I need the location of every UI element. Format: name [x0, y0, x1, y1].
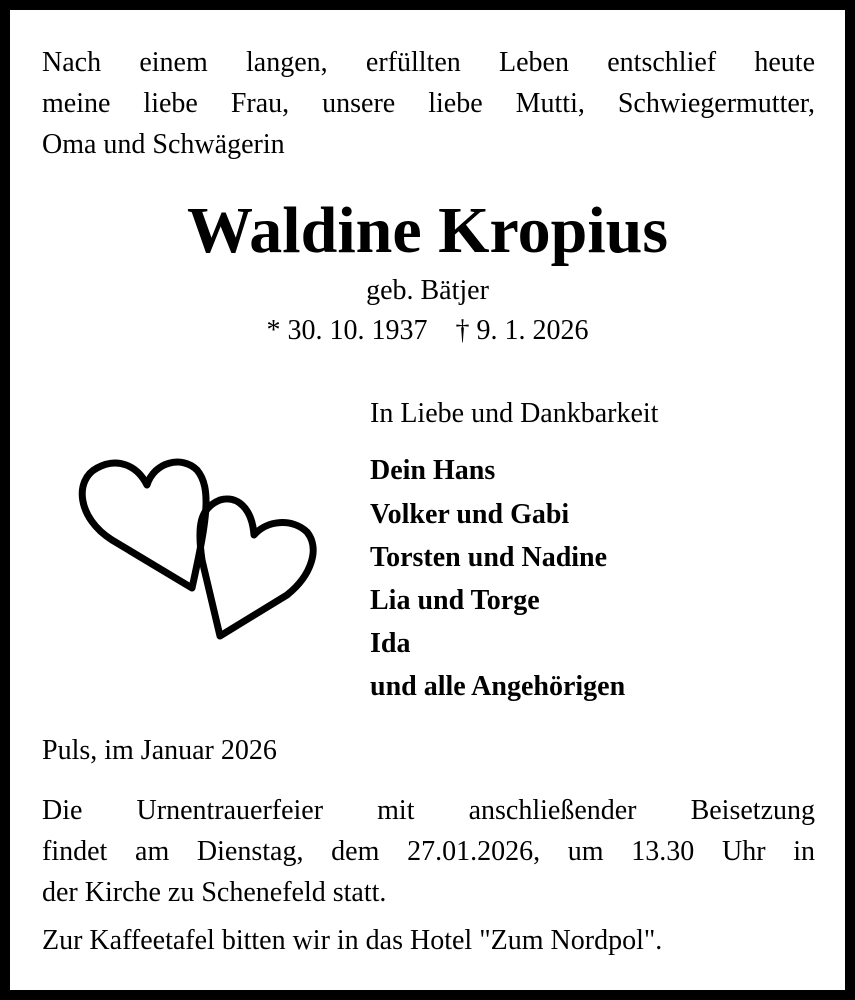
ceremony-line: findet am Dienstag, dem 27.01.2026, um 13.30 Uhr in [42, 836, 815, 867]
intro-line: Oma und Schwägerin [42, 129, 285, 160]
mourner: Ida [370, 628, 411, 659]
ceremony-line: Die Urnentrauerfeier mit anschließender Beisetzung [42, 795, 815, 826]
intro-line: meine liebe Frau, unsere liebe Mutti, Schwiegermutter, [42, 88, 815, 119]
mourner: Volker und Gabi [370, 499, 570, 530]
mourner: und alle Angehörigen [370, 671, 626, 702]
deceased-name: Waldine Kropius [186, 194, 669, 267]
obituary-notice [10, 10, 845, 990]
place-date: Puls, im Januar 2026 [42, 735, 277, 766]
ceremony-line: der Kirche zu Schenefeld statt. [42, 877, 387, 908]
intro-line: Nach einem langen, erfüllten Leben entschlief heute [42, 47, 815, 78]
two-hearts-icon [72, 450, 332, 650]
dedication: In Liebe und Dankbarkeit [370, 398, 659, 429]
birth-name: geb. Bätjer [366, 275, 489, 306]
life-dates: * 30. 10. 1937 † 9. 1. 2026 [266, 315, 589, 346]
mourner: Torsten und Nadine [370, 542, 608, 573]
coffee-note: Zur Kaffeetafel bitten wir in das Hotel "Zum Nordpol". [42, 925, 663, 956]
mourner: Dein Hans [370, 455, 496, 486]
mourner: Lia und Torge [370, 585, 540, 616]
